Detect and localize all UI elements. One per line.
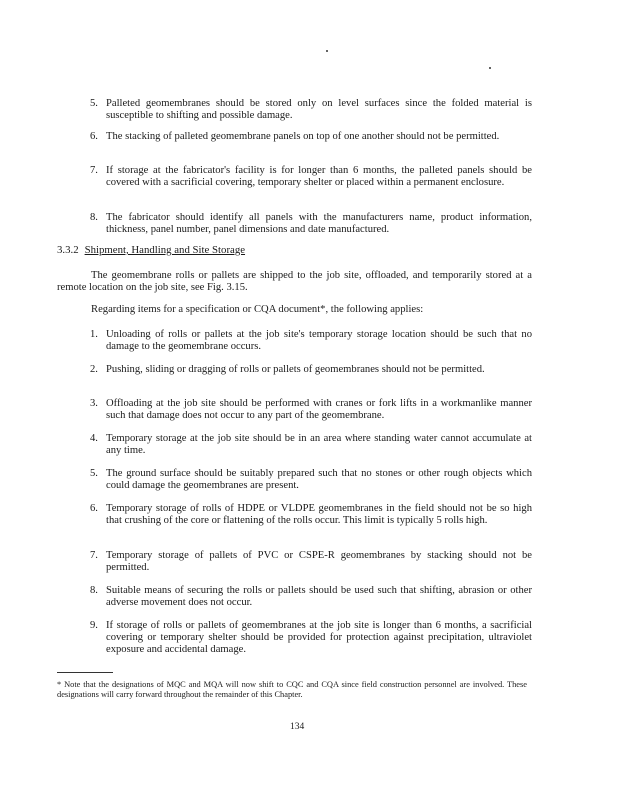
list-number: 5. [90,468,98,479]
scan-speck [326,50,328,52]
list-text: Temporary storage of pallets of PVC or CSPE-R geomembranes by stacking should not be permitted. [106,550,532,573]
list-item [90,212,532,236]
list-text: Temporary storage of rolls of HDPE or VLDPE geomembranes in the field should not be so high that crushing of the core or flattening of the rolls occur. This limit is typically 5 rolls high. [106,503,532,526]
list-item [90,585,532,609]
section-title: Shipment, Handling and Site Storage [84,244,246,256]
list-item [90,98,532,122]
list-number: 7. [90,165,98,176]
list-item [90,329,532,353]
list-text: The ground surface should be suitably prepared such that no stones or other rough objects which could damage the geomembranes are present. [106,468,532,491]
list-item [90,503,532,527]
section-heading [57,244,245,256]
footnote: * Note that the designations of MQC and MQA will now shift to CQC and CQA since field construction personnel are involved. These designations will carry forward throughout the remainder of this Chapter. [57,680,527,699]
list-text: Temporary storage at the job site should be in an area where standing water cannot accumulate at any time. [106,433,532,456]
section-number: 3.3.2 [57,244,79,256]
list-item [90,550,532,574]
list-number: 2. [90,364,98,375]
list-item [90,131,532,143]
regarding-line: Regarding items for a specification or CQA document*, the following applies: [91,304,424,315]
list-item [90,433,532,457]
list-item [90,398,532,422]
list-text: The fabricator should identify all panels with the manufacturers name, product information, thickness, panel number, panel dimensions and date manufactured. [106,212,532,235]
list-text: Suitable means of securing the rolls or pallets should be used such that shifting, abrasion or other adverse movement does not occur. [106,585,532,608]
list-number: 5. [90,98,98,109]
intro-paragraph: The geomembrane rolls or pallets are shipped to the job site, offloaded, and temporarily stored at a remote location on the job site, see Fig. 3.15. [57,270,532,293]
scan-speck [489,67,491,69]
list-text: Pushing, sliding or dragging of rolls or pallets of geomembranes should not be permitted. [106,364,485,375]
list-item [90,620,532,656]
list-item [90,165,532,189]
list-text: If storage of rolls or pallets of geomembranes at the job site is longer than 6 months, a sacrificial covering or temporary shelter should be provided for protection against precipitation, ultraviolet exposure and accidental damage. [106,620,532,655]
list-text: Unloading of rolls or pallets at the job site's temporary storage location should be such that no damage to the geomembrane occurs. [106,329,532,352]
list-number: 4. [90,433,98,444]
list-text: Offloading at the job site should be performed with cranes or fork lifts in a workmanlike manner such that damage does not occur to any part of the geomembrane. [106,398,532,421]
list-number: 8. [90,585,98,596]
list-item [90,468,532,492]
list-number: 6. [90,131,98,142]
list-text: Palleted geomembranes should be stored only on level surfaces since the folded material is susceptible to shifting and possible damage. [106,98,532,121]
list-item [90,364,532,376]
list-number: 6. [90,503,98,514]
list-number: 9. [90,620,98,631]
footnote-divider [57,672,113,673]
list-text: If storage at the fabricator's facility is for longer than 6 months, the palleted panels should be covered with a sacrificial covering, temporary shelter or placed within a permanent enclosure. [106,165,532,188]
list-number: 7. [90,550,98,561]
page-number: 134 [290,722,305,732]
list-number: 1. [90,329,98,340]
list-number: 3. [90,398,98,409]
list-number: 8. [90,212,98,223]
list-text: The stacking of palleted geomembrane panels on top of one another should not be permitted. [106,131,500,142]
